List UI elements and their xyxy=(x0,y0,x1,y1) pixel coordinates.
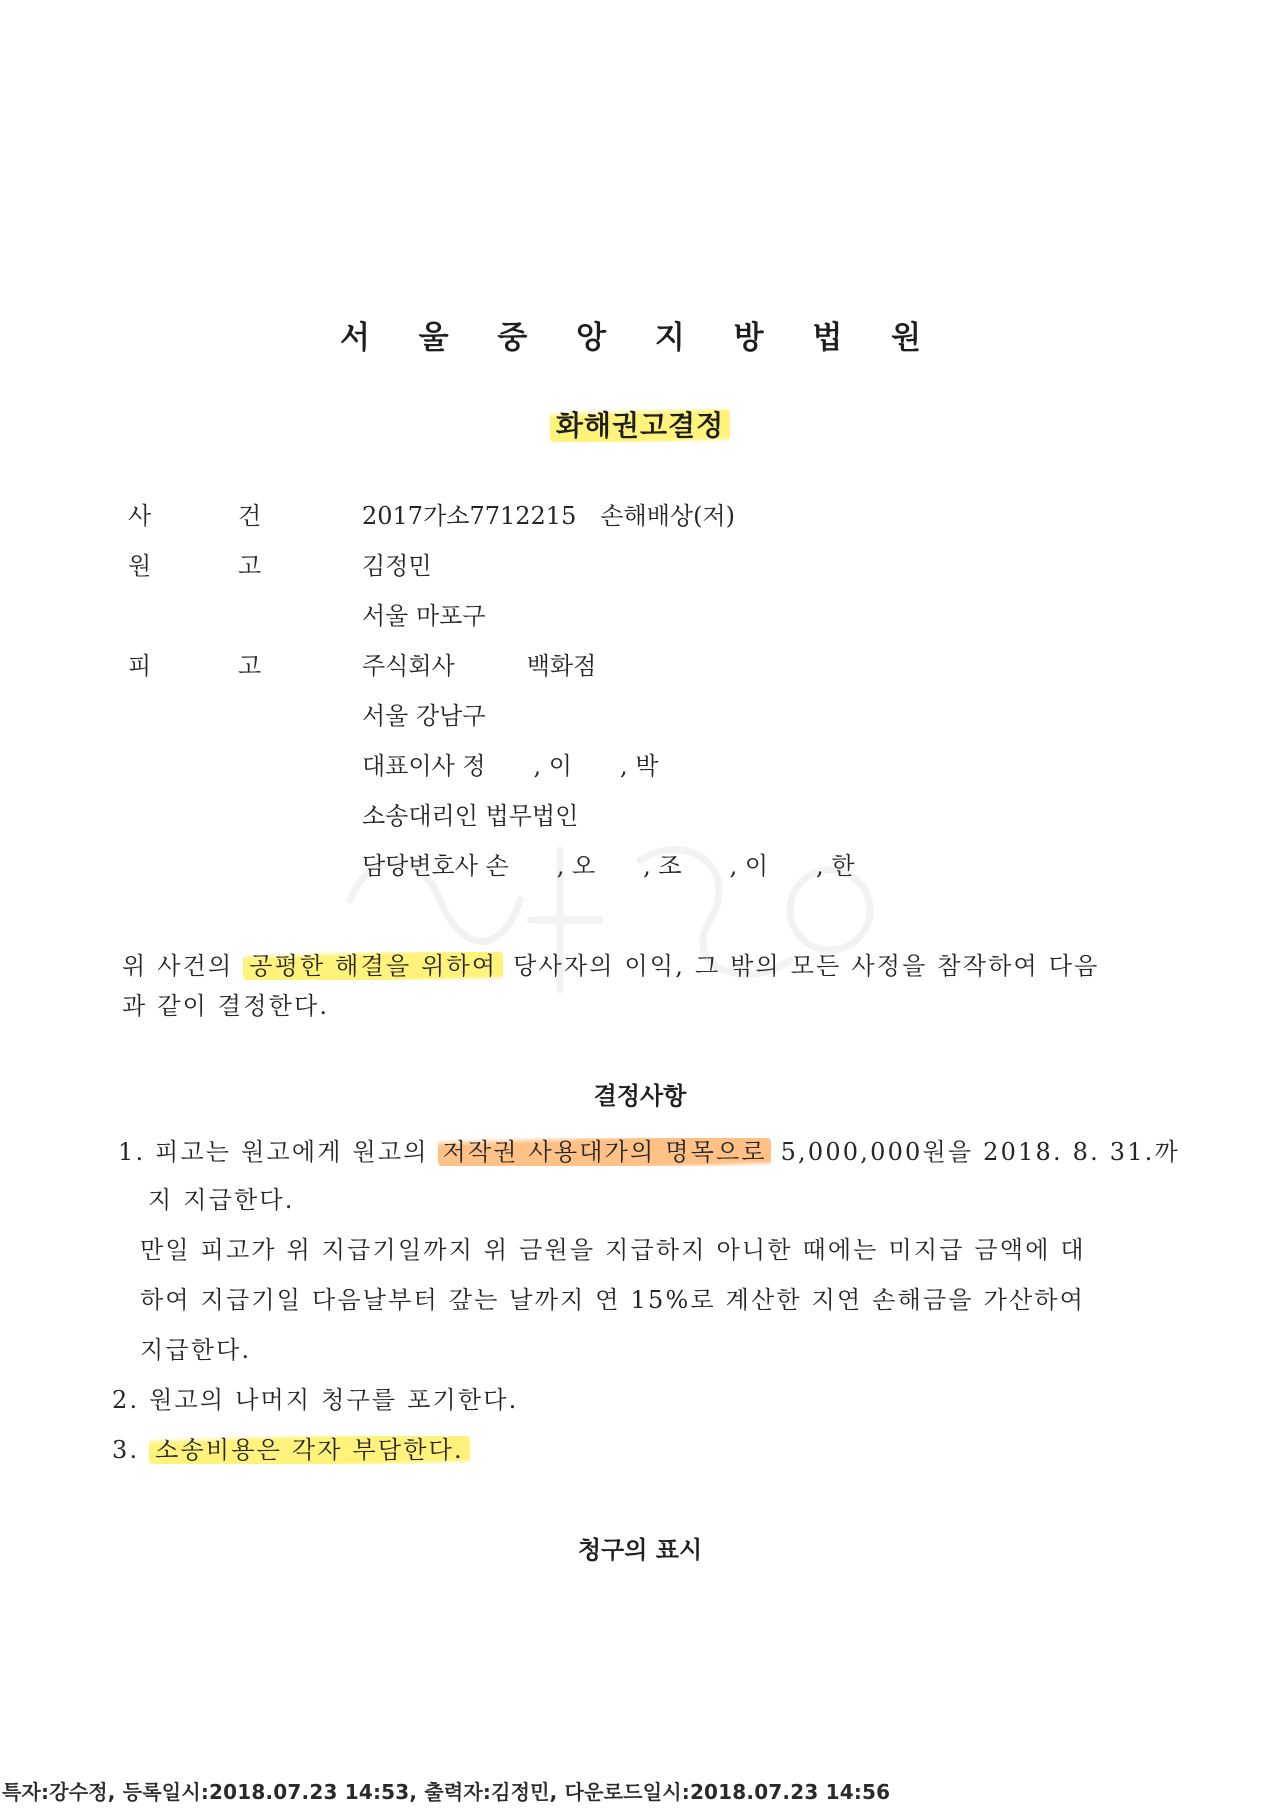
item1-para-line-1: 만일 피고가 위 지급기일까지 위 금원을 지급하지 아니한 때에는 미지급 금액에 대 xyxy=(140,1236,1086,1264)
item1-para-line-3: 지급한다. xyxy=(140,1336,252,1364)
document-title-text: 화해권고결정 xyxy=(550,409,730,442)
decision-heading: 결정사항 xyxy=(593,1082,687,1110)
plaintiff-label-a: 원 xyxy=(128,552,152,580)
defendant-counsel-firm: 소송대리인 법무법인 xyxy=(362,802,579,830)
defendant-representatives: 대표이사 정 , 이 , 박 xyxy=(362,752,659,780)
item3-highlight: 소송비용은 각자 부담한다. xyxy=(149,1436,470,1464)
decision-item-2: 2. 원고의 나머지 청구를 포기한다. xyxy=(112,1386,519,1414)
defendant-address: 서울 강남구 xyxy=(362,702,486,730)
document-title xyxy=(0,404,1280,444)
item1-line-2: 지 지급한다. xyxy=(148,1186,295,1214)
intro-before: 위 사건의 xyxy=(122,952,244,980)
defendant-attorneys: 담당변호사 손 , 오 , 조 , 이 , 한 xyxy=(362,852,855,880)
plaintiff-name: 김정민 xyxy=(362,552,432,580)
case-label-b: 건 xyxy=(238,502,262,530)
defendant-name: 주식회사 백화점 xyxy=(362,652,597,680)
decision-item-3 xyxy=(112,1430,470,1465)
defendant-label-a: 피 xyxy=(128,652,152,680)
plaintiff-address: 서울 마포구 xyxy=(362,602,486,630)
claim-heading: 청구의 표시 xyxy=(577,1536,703,1564)
item1-highlight: 저작권 사용대가의 명목으로 xyxy=(438,1138,770,1166)
intro-highlight: 공평한 해결을 위하여 xyxy=(243,952,503,980)
item1-after: 5,000,000원을 2018. 8. 31.까 xyxy=(770,1138,1180,1166)
intro-line-1 xyxy=(122,946,1099,981)
court-name: 서 울 중 앙 지 방 법 원 xyxy=(339,320,941,356)
download-footer: 특자:강수정, 등록일시:2018.07.23 14:53, 출력자:김정민, 다운로드일시:2018.07.23 14:56 xyxy=(2,1780,891,1804)
intro-line-2: 과 같이 결정한다. xyxy=(122,992,330,1020)
case-value: 2017가소7712215 손해배상(저) xyxy=(362,502,735,530)
decision-item-1 xyxy=(118,1132,1180,1167)
item3-number: 3. xyxy=(112,1436,150,1464)
plaintiff-label-b: 고 xyxy=(238,552,262,580)
item1-before: 1. 피고는 원고에게 원고의 xyxy=(118,1138,439,1166)
intro-after: 당사자의 이익, 그 밖의 모든 사정을 참작하여 다음 xyxy=(503,952,1100,980)
defendant-label-b: 고 xyxy=(238,652,262,680)
item1-para-line-2: 하여 지급기일 다음날부터 갚는 날까지 연 15%로 계산한 지연 손해금을 가산하여 xyxy=(140,1286,1086,1314)
case-label-a: 사 xyxy=(128,502,152,530)
